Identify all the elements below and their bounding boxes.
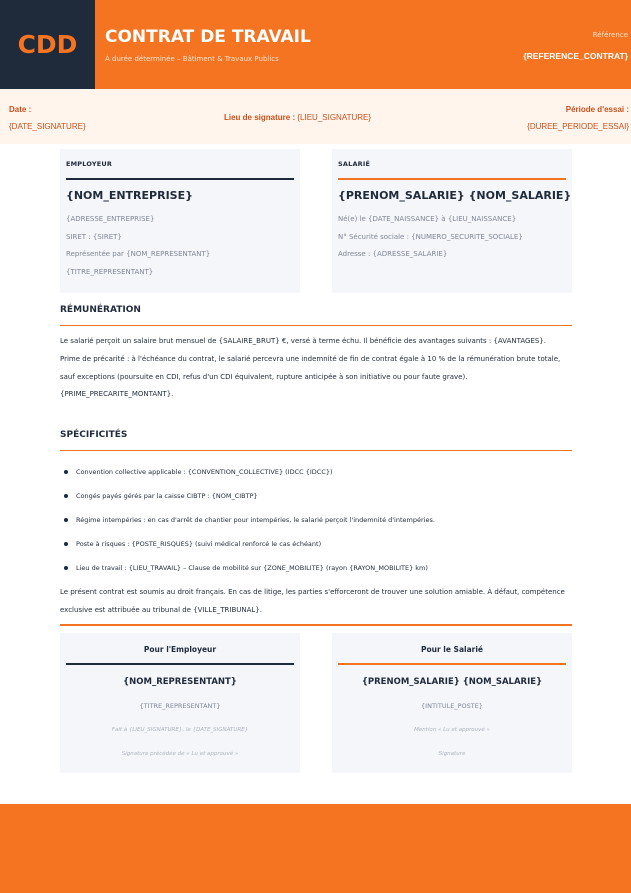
bullet-icon [64,494,68,498]
employee-name: {PRENOM_SALARIE} {NOM_SALARIE} [338,189,572,202]
bullet-icon [64,566,68,570]
signatures-rule [60,624,572,626]
employer-panel [60,149,300,293]
employee-heading: SALARIÉ [338,160,371,168]
jurisdiction-paragraph: Le présent contrat est soumis au droit français. En cas de litige, les parties s'efforceront de trouver une solution amiable. À défaut, compétence exclusive est attribuée au tribunal de {VILLE_TRIBUNAL}. [60,588,565,614]
trial-period-value: {DUREE_PERIODE_ESSAI} [527,122,629,131]
employee-signature-mention: Mention « Lu et approuvé » [414,727,490,733]
list-item-text: Poste à risques : {POSTE_RISQUES} (suivi médical renforcé le cas échéant) [76,540,322,548]
list-item [60,484,572,508]
employee-job-title: {INTITULE_POSTE} [421,702,483,710]
employer-signature-rule [66,663,294,665]
employer-signatory-title: {TITRE_REPRESENTANT} [139,702,221,710]
employee-signature-heading: Pour le Salarié [420,645,484,654]
document-subtitle: À durée déterminée – Bâtiment & Travaux Publics [105,55,279,63]
employer-representative: Représentée par {NOM_REPRESENTANT} [66,250,211,258]
employee-signature-label: Signature [438,751,466,757]
list-item-text: Lieu de travail : {LIEU_TRAVAIL} – Clause de mobilité sur {ZONE_MOBILITE} (rayon {RAYON_MOBILITE} km) [76,564,428,572]
employee-address: Adresse : {ADRESSE_SALARIE} [338,250,448,258]
list-item-text: Congés payés gérés par la caisse CIBTP : {NOM_CIBTP} [76,492,258,500]
signature-location-value: {LIEU_SIGNATURE} [297,113,372,122]
employee-birth: Né(e) le {DATE_NAISSANCE} à {LIEU_NAISSANCE} [338,215,517,223]
employer-siret: SIRET : {SIRET} [66,233,122,241]
date-value: {DATE_SIGNATURE} [9,122,86,131]
list-item [60,460,572,484]
employee-heading-rule [338,178,566,180]
date-label: Date : [9,105,32,114]
bullet-icon [64,470,68,474]
employee-signature-block [332,633,572,773]
employee-social-security: N° Sécurité sociale : {NUMERO_SECURITE_SOCIALE} [338,233,523,241]
specificities-rule [60,450,572,451]
reference-label: Référence [592,31,628,39]
contract-info-band [0,89,631,144]
remuneration-title: RÉMUNÉRATION [60,305,141,315]
list-item [60,556,572,580]
remuneration-paragraph: Le salarié perçoit un salaire brut mensuel de {SALAIRE_BRUT} €, versé à terme échu. Il bénéficie des avantages suivants : {AVANTAGES}. [60,337,546,345]
employer-signature-place-date: Fait à {LIEU_SIGNATURE}, le {DATE_SIGNATURE} [111,727,249,733]
employee-signature-rule [338,663,566,665]
employer-representative-title: {TITRE_REPRESENTANT} [66,268,154,276]
list-item-text: Régime intempéries : en cas d'arrêt de chantier pour intempéries, le salarié perçoit l'indemnité d'intempéries. [76,516,435,524]
employer-heading-rule [66,178,294,180]
remuneration-rule [60,325,572,326]
specificities-title: SPÉCIFICITÉS [60,430,128,440]
signature-location [224,113,371,122]
contract-type-badge: CDD [0,0,95,89]
bullet-icon [64,542,68,546]
signature-location-label: Lieu de signature : [224,113,296,122]
list-item [60,532,572,556]
footer-band [0,804,631,893]
header-banner [0,0,631,89]
employer-heading: EMPLOYEUR [66,160,113,168]
employer-signatory-name: {NOM_REPRESENTANT} [123,677,237,687]
employer-name: {NOM_ENTREPRISE} [66,189,193,202]
trial-period-label: Période d'essai : [565,105,629,114]
employer-signature-block [60,633,300,773]
employer-address: {ADRESSE_ENTREPRISE} [66,215,155,223]
list-item-text: Convention collective applicable : {CONVENTION_COLLECTIVE} (IDCC {IDCC}) [76,468,333,476]
employee-panel [332,149,572,293]
specificities-list [60,460,572,580]
employee-signatory-name: {PRENOM_SALARIE} {NOM_SALARIE} [361,677,543,687]
reference-value: {REFERENCE_CONTRAT} [523,51,628,61]
precarity-bonus-paragraph: Prime de précarité : à l'échéance du contrat, le salarié percevra une indemnité de fin de contrat égale à 10 % de la rémunération brute totale, sauf exceptions (poursuite en CDI, refus d'un CDI équivalent, rupture anticipée à son initiative ou pour faute grave). {PRIME_PRECARITE_MONTANT}. [60,355,561,398]
document-title: CONTRAT DE TRAVAIL [105,27,311,47]
employer-signature-heading: Pour l'Employeur [143,645,217,654]
employer-signature-instruction: Signature précédée de « Lu et approuvé » [121,751,239,757]
bullet-icon [64,518,68,522]
list-item [60,508,572,532]
